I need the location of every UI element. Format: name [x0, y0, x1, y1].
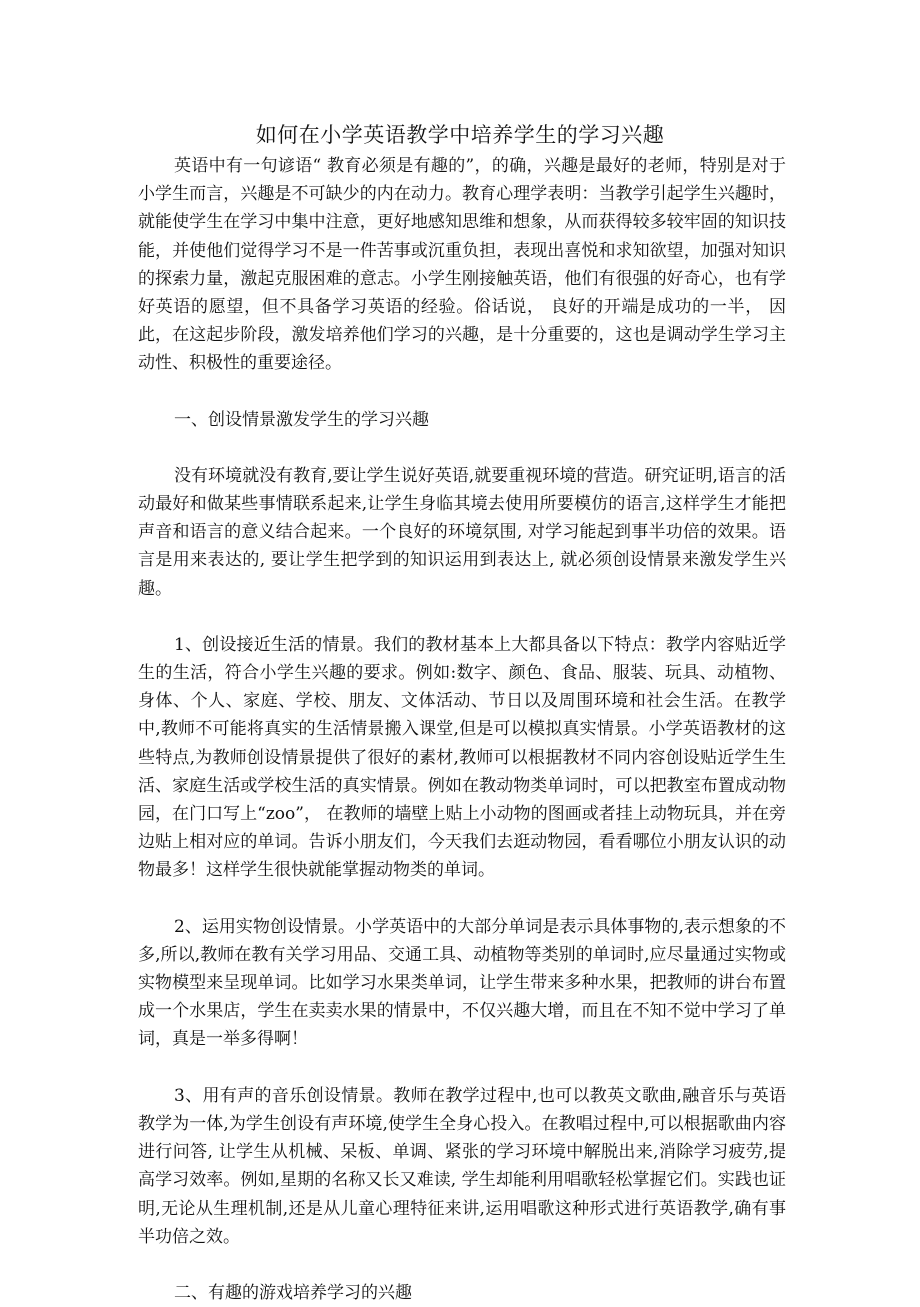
item-3-paragraph: 3、用有声的音乐创设情景。教师在教学过程中,也可以教英文歌曲,融音乐与英语教学为一体,为学生创设有声环境,使学生全身心投入。在教唱过程中,可以根据歌曲内容进行问答, 让学生从机械、呆板、单调、紧张的学习环境中解脱出来,消除学习疲劳,提高学习效率。例如,星期的名称又长又难读, 学生却能利用唱歌轻松掌握它们。实践也证明,无论从生理机制,还是从儿童心理特征来讲,运用唱歌这种形式进行英语教学,确有事半功倍之效。: [138, 1085, 786, 1247]
document-body: [138, 152, 786, 1307]
intro-paragraph: 英语中有一句谚语“ 教育必须是有趣的”，的确，兴趣是最好的老师，特别是对于小学生而言，兴趣是不可缺少的内在动力。教育心理学表明：当教学引起学生兴趣时，就能使学生在学习中集中注意，更好地感知思维和想象，从而获得较多较牢固的知识技能，并使他们觉得学习不是一件苦事或沉重负担，表现出喜悦和求知欲望，加强对知识的探索力量，激起克服困难的意志。小学生刚接触英语，他们有很强的好奇心，也有学好英语的愿望，但不具备学习英语的经验。俗话说， 良好的开端是成功的一半， 因此，在这起步阶段，激发培养他们学习的兴趣，是十分重要的，这也是调动学生学习主动性、积极性的重要途径。: [138, 156, 786, 374]
item-2-paragraph: 2、运用实物创设情景。小学英语中的大部分单词是表示具体事物的,表示想象的不多,所以,教师在教有关学习用品、交通工具、动植物等类别的单词时,应尽量通过实物或实物模型来呈现单词。比如学习水果类单词，让学生带来多种水果，把教师的讲台布置成一个水果店，学生在卖卖水果的情景中，不仅兴趣大增，而且在不知不觉中学习了单词，真是一举多得啊！: [138, 916, 786, 1050]
item-1-paragraph: 1、创设接近生活的情景。我们的教材基本上大都具备以下特点：教学内容贴近学生的生活，符合小学生兴趣的要求。例如:数字、颜色、食品、服装、玩具、动植物、身体、个人、家庭、学校、朋友、文体活动、节日以及周围环境和社会生活。在教学中,教师不可能将真实的生活情景搬入课堂,但是可以模拟真实情景。小学英语教材的这些特点,为教师创设情景提供了很好的素材,教师可以根据教材不同内容创设贴近学生生活、家庭生活或学校生活的真实情景。例如在教动物类单词时，可以把教室布置成动物园，在门口写上“zoo”， 在教师的墙壁上贴上小动物的图画或者挂上动物玩具，并在旁边贴上相对应的单词。告诉小朋友们，今天我们去逛动物园，看看哪位小朋友认识的动物最多！这样学生很快就能掌握动物类的单词。: [138, 634, 786, 881]
document-title: 如何在小学英语教学中培养学生的学习兴趣: [255, 123, 665, 147]
section-2-heading: 二、有趣的游戏培养学习的兴趣: [174, 1282, 412, 1303]
section-1-paragraph: 没有环境就没有教育,要让学生说好英语,就要重视环境的营造。研究证明,语言的活动最好和做某些事情联系起来,让学生身临其境去使用所要模仿的语言,这样学生才能把声音和语言的意义结合起来。一个良好的环境氛围, 对学习能起到事半功倍的效果。语言是用来表达的, 要让学生把学到的知识运用到表达上, 就必须创设情景来激发学生兴趣。: [138, 465, 786, 599]
section-1-heading: 一、创设情景激发学生的学习兴趣: [174, 409, 429, 430]
